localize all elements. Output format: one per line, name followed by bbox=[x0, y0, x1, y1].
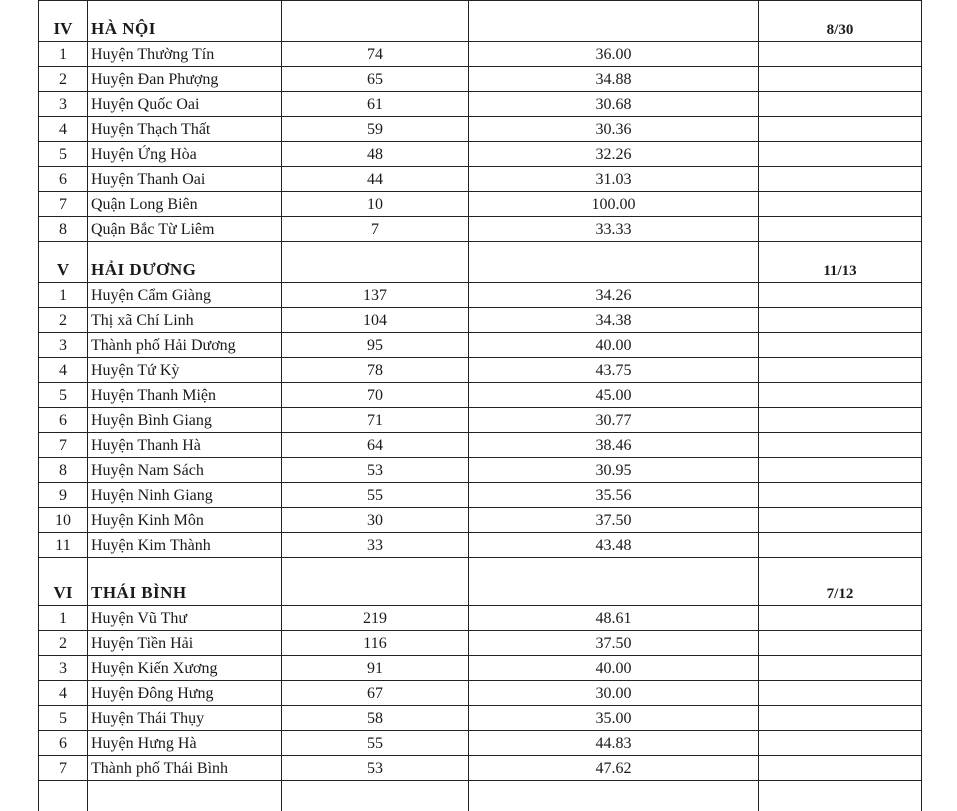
district-name: Huyện Thái Thụy bbox=[87, 706, 281, 730]
section-percent-cell bbox=[468, 558, 758, 605]
count-value: 65 bbox=[281, 67, 468, 91]
table-row bbox=[38, 217, 922, 242]
count-value: 10 bbox=[281, 192, 468, 216]
ratio-empty-cell bbox=[758, 383, 922, 407]
district-name: Thành phố Thái Bình bbox=[87, 756, 281, 780]
count-value: 55 bbox=[281, 731, 468, 755]
section-count-cell bbox=[281, 558, 468, 605]
district-name: Huyện Ninh Giang bbox=[87, 483, 281, 507]
row-number: 1 bbox=[38, 606, 87, 630]
row-number: 3 bbox=[38, 333, 87, 357]
district-name: Huyện Kiến Xương bbox=[87, 656, 281, 680]
percent-value: 37.50 bbox=[468, 508, 758, 532]
row-number: 6 bbox=[38, 731, 87, 755]
count-value: 116 bbox=[281, 631, 468, 655]
empty-cell bbox=[281, 781, 468, 811]
percent-value: 30.00 bbox=[468, 681, 758, 705]
table-row bbox=[38, 92, 922, 117]
row-number: 3 bbox=[38, 92, 87, 116]
section-count-cell bbox=[281, 0, 468, 41]
row-number: 6 bbox=[38, 408, 87, 432]
section-province-name: HÀ NỘI bbox=[87, 0, 281, 41]
table-row bbox=[38, 706, 922, 731]
ratio-empty-cell bbox=[758, 142, 922, 166]
row-number: 2 bbox=[38, 308, 87, 332]
district-name: Quận Bắc Từ Liêm bbox=[87, 217, 281, 241]
count-value: 61 bbox=[281, 92, 468, 116]
table-row bbox=[38, 192, 922, 217]
ratio-empty-cell bbox=[758, 308, 922, 332]
table-row-partial bbox=[38, 781, 922, 811]
row-number: 4 bbox=[38, 358, 87, 382]
table-row bbox=[38, 483, 922, 508]
district-name: Huyện Vũ Thư bbox=[87, 606, 281, 630]
ratio-empty-cell bbox=[758, 731, 922, 755]
table-row bbox=[38, 731, 922, 756]
district-name: Huyện Bình Giang bbox=[87, 408, 281, 432]
percent-value: 43.48 bbox=[468, 533, 758, 557]
count-value: 59 bbox=[281, 117, 468, 141]
section-province-name: HẢI DƯƠNG bbox=[87, 242, 281, 282]
district-name: Huyện Đông Hưng bbox=[87, 681, 281, 705]
count-value: 95 bbox=[281, 333, 468, 357]
district-name: Huyện Thạch Thất bbox=[87, 117, 281, 141]
section-percent-cell bbox=[468, 242, 758, 282]
ratio-empty-cell bbox=[758, 483, 922, 507]
row-number: 9 bbox=[38, 483, 87, 507]
district-name: Huyện Cẩm Giàng bbox=[87, 283, 281, 307]
percent-value: 35.00 bbox=[468, 706, 758, 730]
count-value: 7 bbox=[281, 217, 468, 241]
count-value: 44 bbox=[281, 167, 468, 191]
section-roman-numeral: VI bbox=[38, 558, 87, 605]
count-value: 58 bbox=[281, 706, 468, 730]
empty-cell bbox=[468, 781, 758, 811]
ratio-empty-cell bbox=[758, 656, 922, 680]
percent-value: 44.83 bbox=[468, 731, 758, 755]
percent-value: 35.56 bbox=[468, 483, 758, 507]
ratio-empty-cell bbox=[758, 42, 922, 66]
empty-cell bbox=[758, 781, 922, 811]
percent-value: 32.26 bbox=[468, 142, 758, 166]
percent-value: 33.33 bbox=[468, 217, 758, 241]
district-name: Huyện Thanh Hà bbox=[87, 433, 281, 457]
section-roman-numeral: IV bbox=[38, 0, 87, 41]
percent-value: 36.00 bbox=[468, 42, 758, 66]
table-row bbox=[38, 656, 922, 681]
ratio-empty-cell bbox=[758, 92, 922, 116]
ratio-empty-cell bbox=[758, 631, 922, 655]
section-count-cell bbox=[281, 242, 468, 282]
percent-value: 38.46 bbox=[468, 433, 758, 457]
district-name: Quận Long Biên bbox=[87, 192, 281, 216]
percent-value: 48.61 bbox=[468, 606, 758, 630]
section-header-row bbox=[38, 558, 922, 606]
table-row bbox=[38, 283, 922, 308]
district-name: Thành phố Hải Dương bbox=[87, 333, 281, 357]
table-row bbox=[38, 756, 922, 781]
row-number: 5 bbox=[38, 706, 87, 730]
count-value: 53 bbox=[281, 458, 468, 482]
percent-value: 47.62 bbox=[468, 756, 758, 780]
row-number: 5 bbox=[38, 383, 87, 407]
district-name: Huyện Kinh Môn bbox=[87, 508, 281, 532]
percent-value: 34.38 bbox=[468, 308, 758, 332]
table-row bbox=[38, 458, 922, 483]
ratio-empty-cell bbox=[758, 706, 922, 730]
percent-value: 30.68 bbox=[468, 92, 758, 116]
row-number: 8 bbox=[38, 458, 87, 482]
table-row bbox=[38, 408, 922, 433]
district-name: Huyện Tứ Kỳ bbox=[87, 358, 281, 382]
section-province-name: THÁI BÌNH bbox=[87, 558, 281, 605]
count-value: 33 bbox=[281, 533, 468, 557]
row-number: 1 bbox=[38, 42, 87, 66]
section-header-row bbox=[38, 0, 922, 42]
ratio-empty-cell bbox=[758, 358, 922, 382]
table-row bbox=[38, 167, 922, 192]
row-number: 7 bbox=[38, 192, 87, 216]
empty-cell bbox=[38, 781, 87, 811]
row-number: 8 bbox=[38, 217, 87, 241]
table-row bbox=[38, 358, 922, 383]
count-value: 104 bbox=[281, 308, 468, 332]
section-ratio: 8/30 bbox=[758, 0, 922, 41]
row-number: 2 bbox=[38, 67, 87, 91]
ratio-empty-cell bbox=[758, 433, 922, 457]
percent-value: 43.75 bbox=[468, 358, 758, 382]
table-row bbox=[38, 383, 922, 408]
district-name: Huyện Quốc Oai bbox=[87, 92, 281, 116]
row-number: 6 bbox=[38, 167, 87, 191]
percent-value: 45.00 bbox=[468, 383, 758, 407]
district-name: Huyện Thanh Miện bbox=[87, 383, 281, 407]
count-value: 91 bbox=[281, 656, 468, 680]
table-row bbox=[38, 142, 922, 167]
count-value: 70 bbox=[281, 383, 468, 407]
row-number: 3 bbox=[38, 656, 87, 680]
section-header-row bbox=[38, 242, 922, 283]
count-value: 53 bbox=[281, 756, 468, 780]
district-name: Huyện Tiền Hải bbox=[87, 631, 281, 655]
count-value: 74 bbox=[281, 42, 468, 66]
percent-value: 37.50 bbox=[468, 631, 758, 655]
percent-value: 34.26 bbox=[468, 283, 758, 307]
ratio-empty-cell bbox=[758, 192, 922, 216]
row-number: 5 bbox=[38, 142, 87, 166]
percent-value: 100.00 bbox=[468, 192, 758, 216]
ratio-empty-cell bbox=[758, 533, 922, 557]
section-percent-cell bbox=[468, 0, 758, 41]
count-value: 219 bbox=[281, 606, 468, 630]
district-name: Huyện Nam Sách bbox=[87, 458, 281, 482]
row-number: 1 bbox=[38, 283, 87, 307]
ratio-empty-cell bbox=[758, 508, 922, 532]
district-name: Thị xã Chí Linh bbox=[87, 308, 281, 332]
count-value: 78 bbox=[281, 358, 468, 382]
table-row bbox=[38, 333, 922, 358]
row-number: 7 bbox=[38, 756, 87, 780]
section-ratio: 7/12 bbox=[758, 558, 922, 605]
percent-value: 40.00 bbox=[468, 333, 758, 357]
section-roman-numeral: V bbox=[38, 242, 87, 282]
table-row bbox=[38, 42, 922, 67]
ratio-empty-cell bbox=[758, 67, 922, 91]
count-value: 30 bbox=[281, 508, 468, 532]
percent-value: 31.03 bbox=[468, 167, 758, 191]
district-name: Huyện Thường Tín bbox=[87, 42, 281, 66]
row-number: 11 bbox=[38, 533, 87, 557]
district-name: Huyện Thanh Oai bbox=[87, 167, 281, 191]
ratio-empty-cell bbox=[758, 458, 922, 482]
district-name: Huyện Hưng Hà bbox=[87, 731, 281, 755]
district-name: Huyện Ứng Hòa bbox=[87, 142, 281, 166]
table-row bbox=[38, 631, 922, 656]
ratio-empty-cell bbox=[758, 167, 922, 191]
percent-value: 40.00 bbox=[468, 656, 758, 680]
ratio-empty-cell bbox=[758, 681, 922, 705]
table-row bbox=[38, 67, 922, 92]
row-number: 10 bbox=[38, 508, 87, 532]
table-row bbox=[38, 606, 922, 631]
count-value: 71 bbox=[281, 408, 468, 432]
count-value: 64 bbox=[281, 433, 468, 457]
table-row bbox=[38, 681, 922, 706]
ratio-empty-cell bbox=[758, 283, 922, 307]
row-number: 2 bbox=[38, 631, 87, 655]
row-number: 7 bbox=[38, 433, 87, 457]
ratio-empty-cell bbox=[758, 333, 922, 357]
percent-value: 30.36 bbox=[468, 117, 758, 141]
count-value: 55 bbox=[281, 483, 468, 507]
table-row bbox=[38, 508, 922, 533]
table-row bbox=[38, 433, 922, 458]
table-row bbox=[38, 533, 922, 558]
section-ratio: 11/13 bbox=[758, 242, 922, 282]
ratio-empty-cell bbox=[758, 408, 922, 432]
ratio-empty-cell bbox=[758, 217, 922, 241]
table-row bbox=[38, 308, 922, 333]
district-name: Huyện Kim Thành bbox=[87, 533, 281, 557]
ratio-empty-cell bbox=[758, 606, 922, 630]
row-number: 4 bbox=[38, 117, 87, 141]
empty-cell bbox=[87, 781, 281, 811]
count-value: 67 bbox=[281, 681, 468, 705]
row-number: 4 bbox=[38, 681, 87, 705]
percent-value: 30.95 bbox=[468, 458, 758, 482]
count-value: 137 bbox=[281, 283, 468, 307]
ratio-empty-cell bbox=[758, 117, 922, 141]
percent-value: 30.77 bbox=[468, 408, 758, 432]
table-row bbox=[38, 117, 922, 142]
ratio-empty-cell bbox=[758, 756, 922, 780]
district-name: Huyện Đan Phượng bbox=[87, 67, 281, 91]
count-value: 48 bbox=[281, 142, 468, 166]
percent-value: 34.88 bbox=[468, 67, 758, 91]
